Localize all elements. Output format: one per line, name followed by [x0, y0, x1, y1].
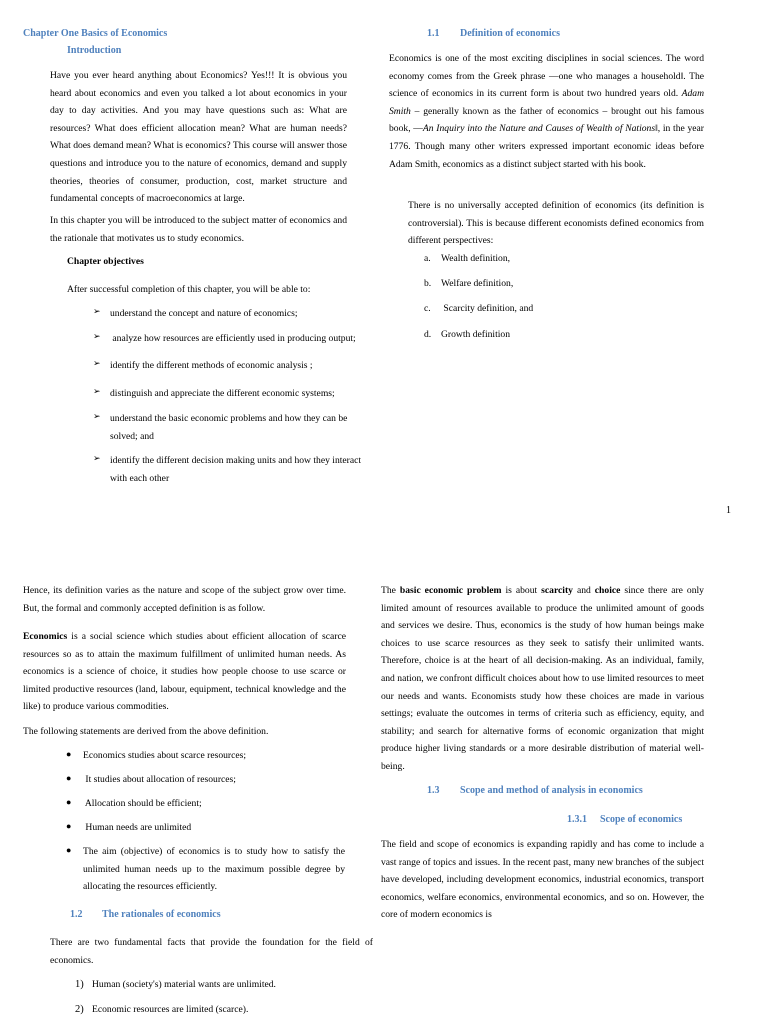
section-1-3-number: 1.3: [427, 785, 440, 796]
basic-problem-paragraph: The basic economic problem is about scarcity and choice since there are only limited amount of resources available to produce the unlimited amount of goods and services we desire. Thus, economics is the study of how human beings make choices to use scarce resources as they seek to satisfy their unlimited wants. Therefore, choice is at the heart of all decision-making. As an individual, family, and nation, we confront difficult choices about how to use limited resources to meet our needs and wants. Economists study how these choices are made in various settings; evaluate the outcomes in terms of criteria such as efficiency, equity, and stability; and search for alternative forms of economic organization that might produce higher living standards or a more desirable distribution of material well-being.: [381, 585, 704, 772]
definition-item: Welfare definition,: [441, 278, 514, 289]
fact-number: 1): [75, 979, 84, 990]
statement-item: The aim (objective) of economics is to study how to satisfy the unlimited human needs up to the maximum possible degree by allocating the resources efficiently.: [83, 846, 345, 893]
dot-bullet-icon: ●: [66, 773, 72, 783]
dot-bullet-icon: ●: [66, 845, 72, 855]
page-number: 1: [726, 505, 731, 516]
objective-item: analyze how resources are efficiently used in producing output;: [110, 333, 356, 344]
statement-item: Allocation should be efficient;: [83, 798, 202, 809]
statement-item: Economics studies about scarce resources;: [83, 750, 247, 761]
objective-item: identify the different decision making units and how they interact with each other: [110, 455, 362, 484]
definition-letter: c.: [424, 303, 431, 314]
fact-item: Economic resources are limited (scarce).: [92, 1004, 249, 1015]
fact-item: Human (society's) material wants are unlimited.: [92, 979, 276, 990]
section-1-3-1-number: 1.3.1: [567, 814, 587, 825]
section-1-2-title: The rationales of economics: [102, 909, 221, 920]
objective-item: distinguish and appreciate the different economic systems;: [110, 388, 335, 399]
section-1-1-number: 1.1: [427, 28, 440, 39]
introduction-heading: Introduction: [67, 45, 122, 56]
definition-letter: d.: [424, 329, 432, 340]
dot-bullet-icon: ●: [66, 797, 72, 807]
chapter-title: Chapter One Basics of Economics: [23, 28, 168, 39]
definition-item: Growth definition: [441, 329, 511, 340]
objective-item: understand the basic economic problems and how they can be solved; and: [110, 413, 348, 442]
definition-item: Wealth definition,: [441, 253, 511, 264]
objectives-heading: Chapter objectives: [67, 256, 144, 267]
objective-item: identify the different methods of economic analysis ;: [110, 360, 313, 371]
definition-item: Scarcity definition, and: [441, 303, 534, 314]
arrow-bullet-icon: ➢: [93, 358, 101, 368]
definition-paragraph: Economics is one of the most exciting disciplines in social sciences. The word economy comes from the Greek phrase —one who manages a household‖. The science of economics in its current form is about two hundred years old. Adam Smith – generally known as the father of economics – brought out his famous book, —An Inquiry into the Nature and Causes of Wealth of Nations‖, in the year 1776. Though many other writers expressed important economic ideas before Adam Smith, economics as a distinct subject started with his book.: [389, 53, 705, 170]
derived-statements-intro: The following statements are derived from the above definition.: [23, 726, 269, 737]
arrow-bullet-icon: ➢: [93, 331, 101, 341]
arrow-bullet-icon: ➢: [93, 306, 101, 316]
section-1-2-number: 1.2: [70, 909, 83, 920]
fundamental-facts-paragraph: There are two fundamental facts that provide the foundation for the field of economics.: [50, 937, 373, 966]
statement-item: It studies about allocation of resources;: [83, 774, 236, 785]
hence-paragraph: Hence, its definition varies as the nature and scope of the subject grow over time. But, the formal and commonly accepted definition is as follow.: [23, 585, 346, 614]
arrow-bullet-icon: ➢: [93, 453, 101, 463]
dot-bullet-icon: ●: [66, 821, 72, 831]
objectives-intro: After successful completion of this chapter, you will be able to:: [67, 284, 311, 295]
definition-letter: b.: [424, 278, 432, 289]
dot-bullet-icon: ●: [66, 749, 72, 759]
arrow-bullet-icon: ➢: [93, 411, 101, 421]
definition-letter: a.: [424, 253, 431, 264]
no-definition-paragraph: There is no universally accepted definition of economics (its definition is controversial). This is because different economists defined economics from different perspectives:: [408, 200, 704, 247]
intro-paragraph: Have you ever heard anything about Economics? Yes!!! It is obvious you heard about economics and even you talked a lot about economics in your day to day activities. And you may have questions such as: What are resources? What does efficient allocation mean? What are human needs? What does demand mean? What is economics? This course will answer those questions and introduce you to the nature of economics, demand and supply theories, theories of consumer, production, cost, market structure and fundamental concepts of macroeconomics at large.: [50, 70, 347, 205]
fact-number: 2): [75, 1004, 84, 1015]
chapter-intro-paragraph: In this chapter you will be introduced to the subject matter of economics and the rationale that motivates us to study economics.: [50, 215, 347, 244]
scope-paragraph: The field and scope of economics is expanding rapidly and has come to include a vast range of topics and issues. In the recent past, many new branches of the subject have developed, including development economics, industrial economics, transport economics, welfare economics, environmental economics, and so on. However, the core of modern economics is: [381, 839, 704, 921]
arrow-bullet-icon: ➢: [93, 386, 101, 396]
statement-item: Human needs are unlimited: [83, 822, 192, 833]
economics-definition-paragraph: Economics is a social science which studies about efficient allocation of scarce resources so as to attain the maximum fulfillment of unlimited human needs. As economics is a science of choice, it studies how people choose to use scarce or limited productive resources (land, labour, equipment, technical knowledge and the like) to produce various commodities.: [23, 631, 346, 713]
section-1-1-title: Definition of economics: [460, 28, 560, 39]
section-1-3-1-title: Scope of economics: [600, 814, 683, 825]
section-1-3-title: Scope and method of analysis in economics: [460, 785, 643, 796]
objective-item: understand the concept and nature of economics;: [110, 308, 298, 319]
